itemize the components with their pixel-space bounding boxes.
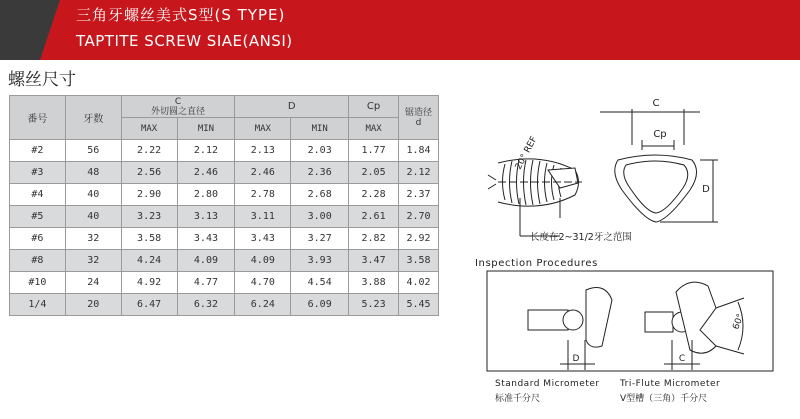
- cell-c-min: 6.32: [177, 294, 235, 316]
- header-cp: Cp: [349, 96, 399, 118]
- cell-c-max: 2.22: [121, 140, 177, 162]
- subheader-c-min: MIN: [177, 118, 235, 140]
- header-c: [121, 96, 235, 118]
- table-row: [10, 162, 439, 184]
- cell-tpi: 32: [65, 228, 121, 250]
- cell-d-max: 4.70: [235, 272, 291, 294]
- cell-c-min: 3.43: [177, 228, 235, 250]
- dim-cp-label: Cp: [653, 129, 667, 140]
- cell-drill: 3.58: [399, 250, 439, 272]
- cell-d-min: 2.03: [291, 140, 349, 162]
- cell-drill: 2.12: [399, 162, 439, 184]
- cell-cp: 1.77: [349, 140, 399, 162]
- cell-d-max: 2.78: [235, 184, 291, 206]
- cell-number: #2: [10, 140, 66, 162]
- header-row: [10, 96, 439, 118]
- cell-d-min: 6.09: [291, 294, 349, 316]
- cell-c-min: 2.12: [177, 140, 235, 162]
- standard-micrometer-en: Standard Micrometer: [495, 379, 600, 389]
- cell-d-max: 4.09: [235, 250, 291, 272]
- triflute-micrometer-cn: V型槽（三角）千分尺: [620, 394, 708, 404]
- length-note: 长度在2~31/2牙之范围: [530, 232, 632, 243]
- cell-number: #6: [10, 228, 66, 250]
- dim-c-label: C: [652, 98, 660, 109]
- table-row: [10, 140, 439, 162]
- table-row: [10, 250, 439, 272]
- cell-d-max: 6.24: [235, 294, 291, 316]
- cell-c-min: 4.77: [177, 272, 235, 294]
- standard-micrometer-diagram: [528, 288, 612, 370]
- cell-cp: 2.28: [349, 184, 399, 206]
- subheader-c-max: MAX: [121, 118, 177, 140]
- cell-c-max: 2.56: [121, 162, 177, 184]
- cell-d-max: 2.13: [235, 140, 291, 162]
- cell-cp: 2.61: [349, 206, 399, 228]
- cell-number: #10: [10, 272, 66, 294]
- cell-tpi: 20: [65, 294, 121, 316]
- inspection-title: Inspection Procedures: [475, 258, 598, 269]
- cell-drill: 2.92: [399, 228, 439, 250]
- cell-cp: 3.88: [349, 272, 399, 294]
- header-c-label: 外切圆之直径: [151, 106, 206, 117]
- cell-c-max: 4.24: [121, 250, 177, 272]
- cell-number: #5: [10, 206, 66, 228]
- header-tpi: 牙数: [65, 96, 121, 140]
- dim-d-label: D: [702, 184, 710, 195]
- cell-tpi: 40: [65, 184, 121, 206]
- cell-d-max: 3.11: [235, 206, 291, 228]
- cell-d-max: 3.43: [235, 228, 291, 250]
- cell-c-max: 4.92: [121, 272, 177, 294]
- cell-drill: 5.45: [399, 294, 439, 316]
- title-english: TAPTITE SCREW SIAE(ANSI): [76, 32, 293, 50]
- header-drill: [399, 96, 439, 140]
- cell-c-max: 2.90: [121, 184, 177, 206]
- dim-c2-label: C: [678, 354, 686, 364]
- cell-cp: 2.82: [349, 228, 399, 250]
- cell-c-min: 3.13: [177, 206, 235, 228]
- subheader-d-max: MAX: [235, 118, 291, 140]
- cell-d-min: 3.93: [291, 250, 349, 272]
- header-c-letter: C: [174, 96, 182, 107]
- cell-drill: 2.70: [399, 206, 439, 228]
- cell-c-min: 4.09: [177, 250, 235, 272]
- cell-d-min: 3.27: [291, 228, 349, 250]
- table-row: [10, 184, 439, 206]
- table-row: [10, 228, 439, 250]
- section-title: 螺丝尺寸: [8, 70, 76, 90]
- angle-ref-label: 20° REF: [513, 134, 540, 172]
- header-banner: [0, 0, 800, 60]
- cell-drill: 2.37: [399, 184, 439, 206]
- cell-tpi: 56: [65, 140, 121, 162]
- cell-cp: 2.05: [349, 162, 399, 184]
- cell-number: #4: [10, 184, 66, 206]
- cell-cp: 3.47: [349, 250, 399, 272]
- cell-tpi: 32: [65, 250, 121, 272]
- cell-c-min: 2.46: [177, 162, 235, 184]
- table-row: [10, 294, 439, 316]
- inspection-frame: [487, 271, 773, 371]
- angle-60-label: 60°: [731, 312, 747, 332]
- subheader-cp-max: MAX: [349, 118, 399, 140]
- cell-cp: 5.23: [349, 294, 399, 316]
- cell-tpi: 24: [65, 272, 121, 294]
- cell-c-max: 6.47: [121, 294, 177, 316]
- screw-tip-diagram: [488, 159, 582, 236]
- header-d: D: [235, 96, 349, 118]
- cell-drill: 1.84: [399, 140, 439, 162]
- cell-number: 1/4: [10, 294, 66, 316]
- header-drill-sub: d: [415, 117, 422, 128]
- subheader-d-min: MIN: [291, 118, 349, 140]
- standard-micrometer-cn: 标准千分尺: [495, 394, 541, 404]
- cell-number: #3: [10, 162, 66, 184]
- triflute-micrometer-diagram: [645, 282, 747, 370]
- cell-c-max: 3.58: [121, 228, 177, 250]
- cell-c-min: 2.80: [177, 184, 235, 206]
- header-number: 番号: [10, 96, 66, 140]
- cell-d-min: 3.00: [291, 206, 349, 228]
- header-drill-label: 锯造径: [405, 107, 433, 118]
- cell-d-min: 4.54: [291, 272, 349, 294]
- spec-table: [9, 95, 439, 316]
- dim-d2-label: D: [572, 354, 580, 364]
- cell-d-max: 2.46: [235, 162, 291, 184]
- cell-tpi: 40: [65, 206, 121, 228]
- triflute-micrometer-en: Tri-Flute Micrometer: [620, 379, 721, 389]
- cell-c-max: 3.23: [121, 206, 177, 228]
- cell-drill: 4.02: [399, 272, 439, 294]
- cell-tpi: 48: [65, 162, 121, 184]
- title-chinese: 三角牙螺丝美式S型(S TYPE): [76, 6, 286, 24]
- table-row: [10, 272, 439, 294]
- cell-d-min: 2.36: [291, 162, 349, 184]
- cross-section-diagram: [600, 109, 718, 222]
- cell-d-min: 2.68: [291, 184, 349, 206]
- table-row: [10, 206, 439, 228]
- cell-number: #8: [10, 250, 66, 272]
